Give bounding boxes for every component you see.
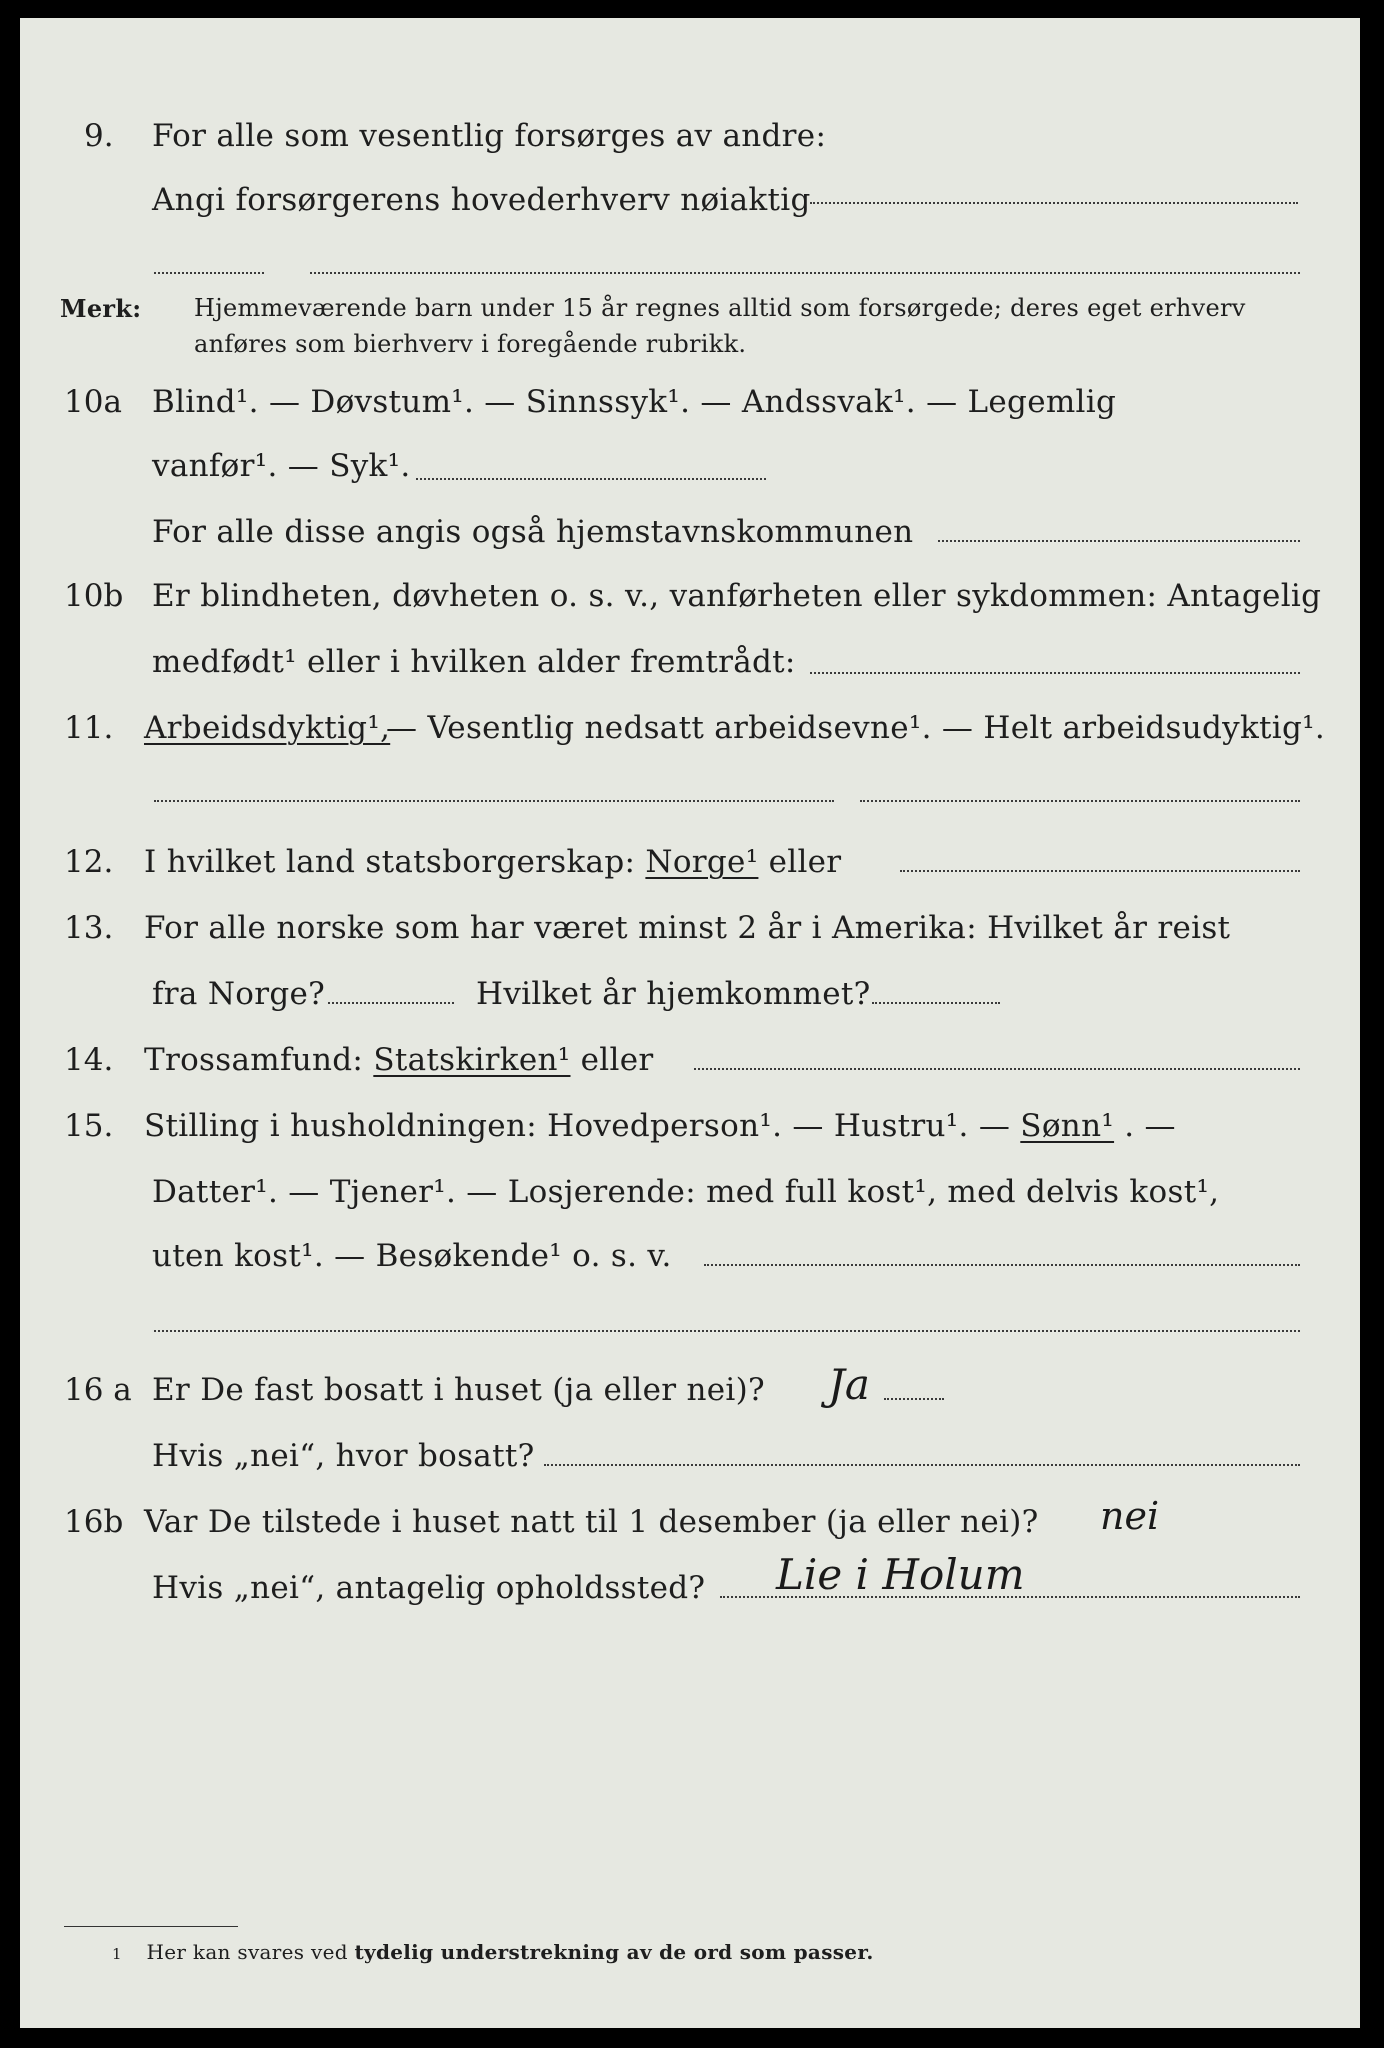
q11-line-a[interactable] — [154, 800, 834, 802]
q9-extra-line-a[interactable] — [154, 272, 264, 274]
q15-answer-line[interactable] — [704, 1264, 1300, 1266]
merk-line2: anføres som bierhverv i foregående rubrikk. — [194, 330, 747, 358]
q9-line2: Angi forsørgerens hovederhverv nøiaktig — [152, 182, 811, 218]
q15-line1 — [144, 1108, 1176, 1144]
q14-number: 14. — [64, 1042, 114, 1078]
q13-reist-line[interactable] — [328, 1002, 454, 1004]
q16b-number: 16b — [64, 1504, 124, 1540]
q10b-line1: Er blindheten, døvheten o. s. v., vanførheten eller sykdommen: Antagelig — [152, 578, 1322, 614]
q15-line2: Datter¹. — Tjener¹. — Losjerende: med full kost¹, med delvis kost¹, — [152, 1174, 1220, 1210]
q12-question: I hvilket land statsborgerskap: — [144, 844, 636, 880]
q11-rest: — Vesentlig nedsatt arbeidsevne¹. — Helt arbeidsudyktig¹. — [386, 710, 1326, 746]
q15-extra-line[interactable] — [154, 1330, 1300, 1332]
footnote-marker: 1 — [112, 1945, 122, 1963]
q12-number: 12. — [64, 844, 114, 880]
q10b-number: 10b — [64, 578, 124, 614]
q10a-kommune-line[interactable] — [938, 540, 1300, 542]
q14-answer-line[interactable] — [694, 1068, 1300, 1070]
q16a-line1: Er De fast bosatt i huset (ja eller nei)? — [152, 1372, 765, 1408]
q15-line1-text: Stilling i husholdningen: Hovedperson¹. — Hustru¹. — — [144, 1108, 1011, 1144]
q10a-syk-line[interactable] — [416, 478, 766, 480]
footnote — [112, 1940, 874, 1964]
footnote-rule — [64, 1926, 238, 1927]
q12-text — [144, 844, 841, 880]
merk-line1: Hjemmeværende barn under 15 år regnes alltid som forsørgede; deres eget erhverv — [194, 294, 1246, 322]
q10a-line2: vanfør¹. — Syk¹. — [152, 448, 411, 484]
q16b-handwritten-answer2: Lie i Holum — [776, 1550, 1025, 1599]
q12-underlined-answer: Norge¹ — [645, 844, 759, 880]
q13-hjemkommet-line[interactable] — [872, 1002, 1000, 1004]
q16a-number: 16 a — [64, 1372, 132, 1408]
q10b-answer-line[interactable] — [810, 672, 1300, 674]
q9-number: 9. — [84, 118, 114, 154]
q16b-line2: Hvis „nei“, antagelig opholdssted? — [152, 1570, 706, 1606]
q16a-handwritten-answer: Ja — [828, 1360, 870, 1409]
q10b-line2: medfødt¹ eller i hvilken alder fremtrådt: — [152, 644, 796, 680]
q15-number: 15. — [64, 1108, 114, 1144]
q15-line3: uten kost¹. — Besøkende¹ o. s. v. — [152, 1238, 672, 1274]
q16a-answer-line[interactable] — [884, 1398, 944, 1400]
q13-line1: For alle norske som har været minst 2 år i Amerika: Hvilket år reist — [144, 910, 1231, 946]
footnote-text-bold: tydelig understrekning av de ord som passer. — [354, 1940, 874, 1964]
q16b-handwritten-answer1: nei — [1100, 1494, 1160, 1538]
q14-eller: eller — [580, 1042, 654, 1078]
q13-line2a: fra Norge? — [152, 976, 326, 1012]
q14-text — [144, 1042, 654, 1078]
q13-number: 13. — [64, 910, 114, 946]
q11-underlined-answer: Arbeidsdyktig¹, — [144, 710, 391, 746]
q16a-line2: Hvis „nei“, hvor bosatt? — [152, 1438, 535, 1474]
merk-label: Merk: — [60, 294, 142, 323]
q13-line2b: Hvilket år hjemkommet? — [476, 976, 871, 1012]
q11-option-selected — [144, 710, 390, 746]
q16b-line1: Var De tilstede i huset natt til 1 desember (ja eller nei)? — [144, 1504, 1039, 1540]
q15-line1-end: . — — [1124, 1108, 1176, 1144]
q10a-line1: Blind¹. — Døvstum¹. — Sinnssyk¹. — Andssvak¹. — Legemlig — [152, 384, 1117, 420]
q14-underlined-answer: Statskirken¹ — [373, 1042, 571, 1078]
q11-number: 11. — [64, 710, 114, 746]
q11-line-b[interactable] — [860, 800, 1300, 802]
q9-line1: For alle som vesentlig forsørges av andre: — [152, 118, 827, 154]
q12-eller: eller — [768, 844, 842, 880]
q10a-number: 10a — [64, 384, 122, 420]
q14-question: Trossamfund: — [144, 1042, 364, 1078]
footnote-text-plain: Her kan svares ved — [146, 1940, 355, 1964]
q9-answer-line[interactable] — [810, 202, 1298, 204]
q15-underlined-answer: Sønn¹ — [1020, 1108, 1115, 1144]
q9-extra-line-b[interactable] — [310, 272, 1300, 274]
q16a-bosatt-line[interactable] — [544, 1464, 1300, 1466]
q10a-line3: For alle disse angis også hjemstavnskommunen — [152, 514, 914, 550]
q12-answer-line[interactable] — [900, 870, 1300, 872]
census-form-page — [20, 18, 1360, 2028]
